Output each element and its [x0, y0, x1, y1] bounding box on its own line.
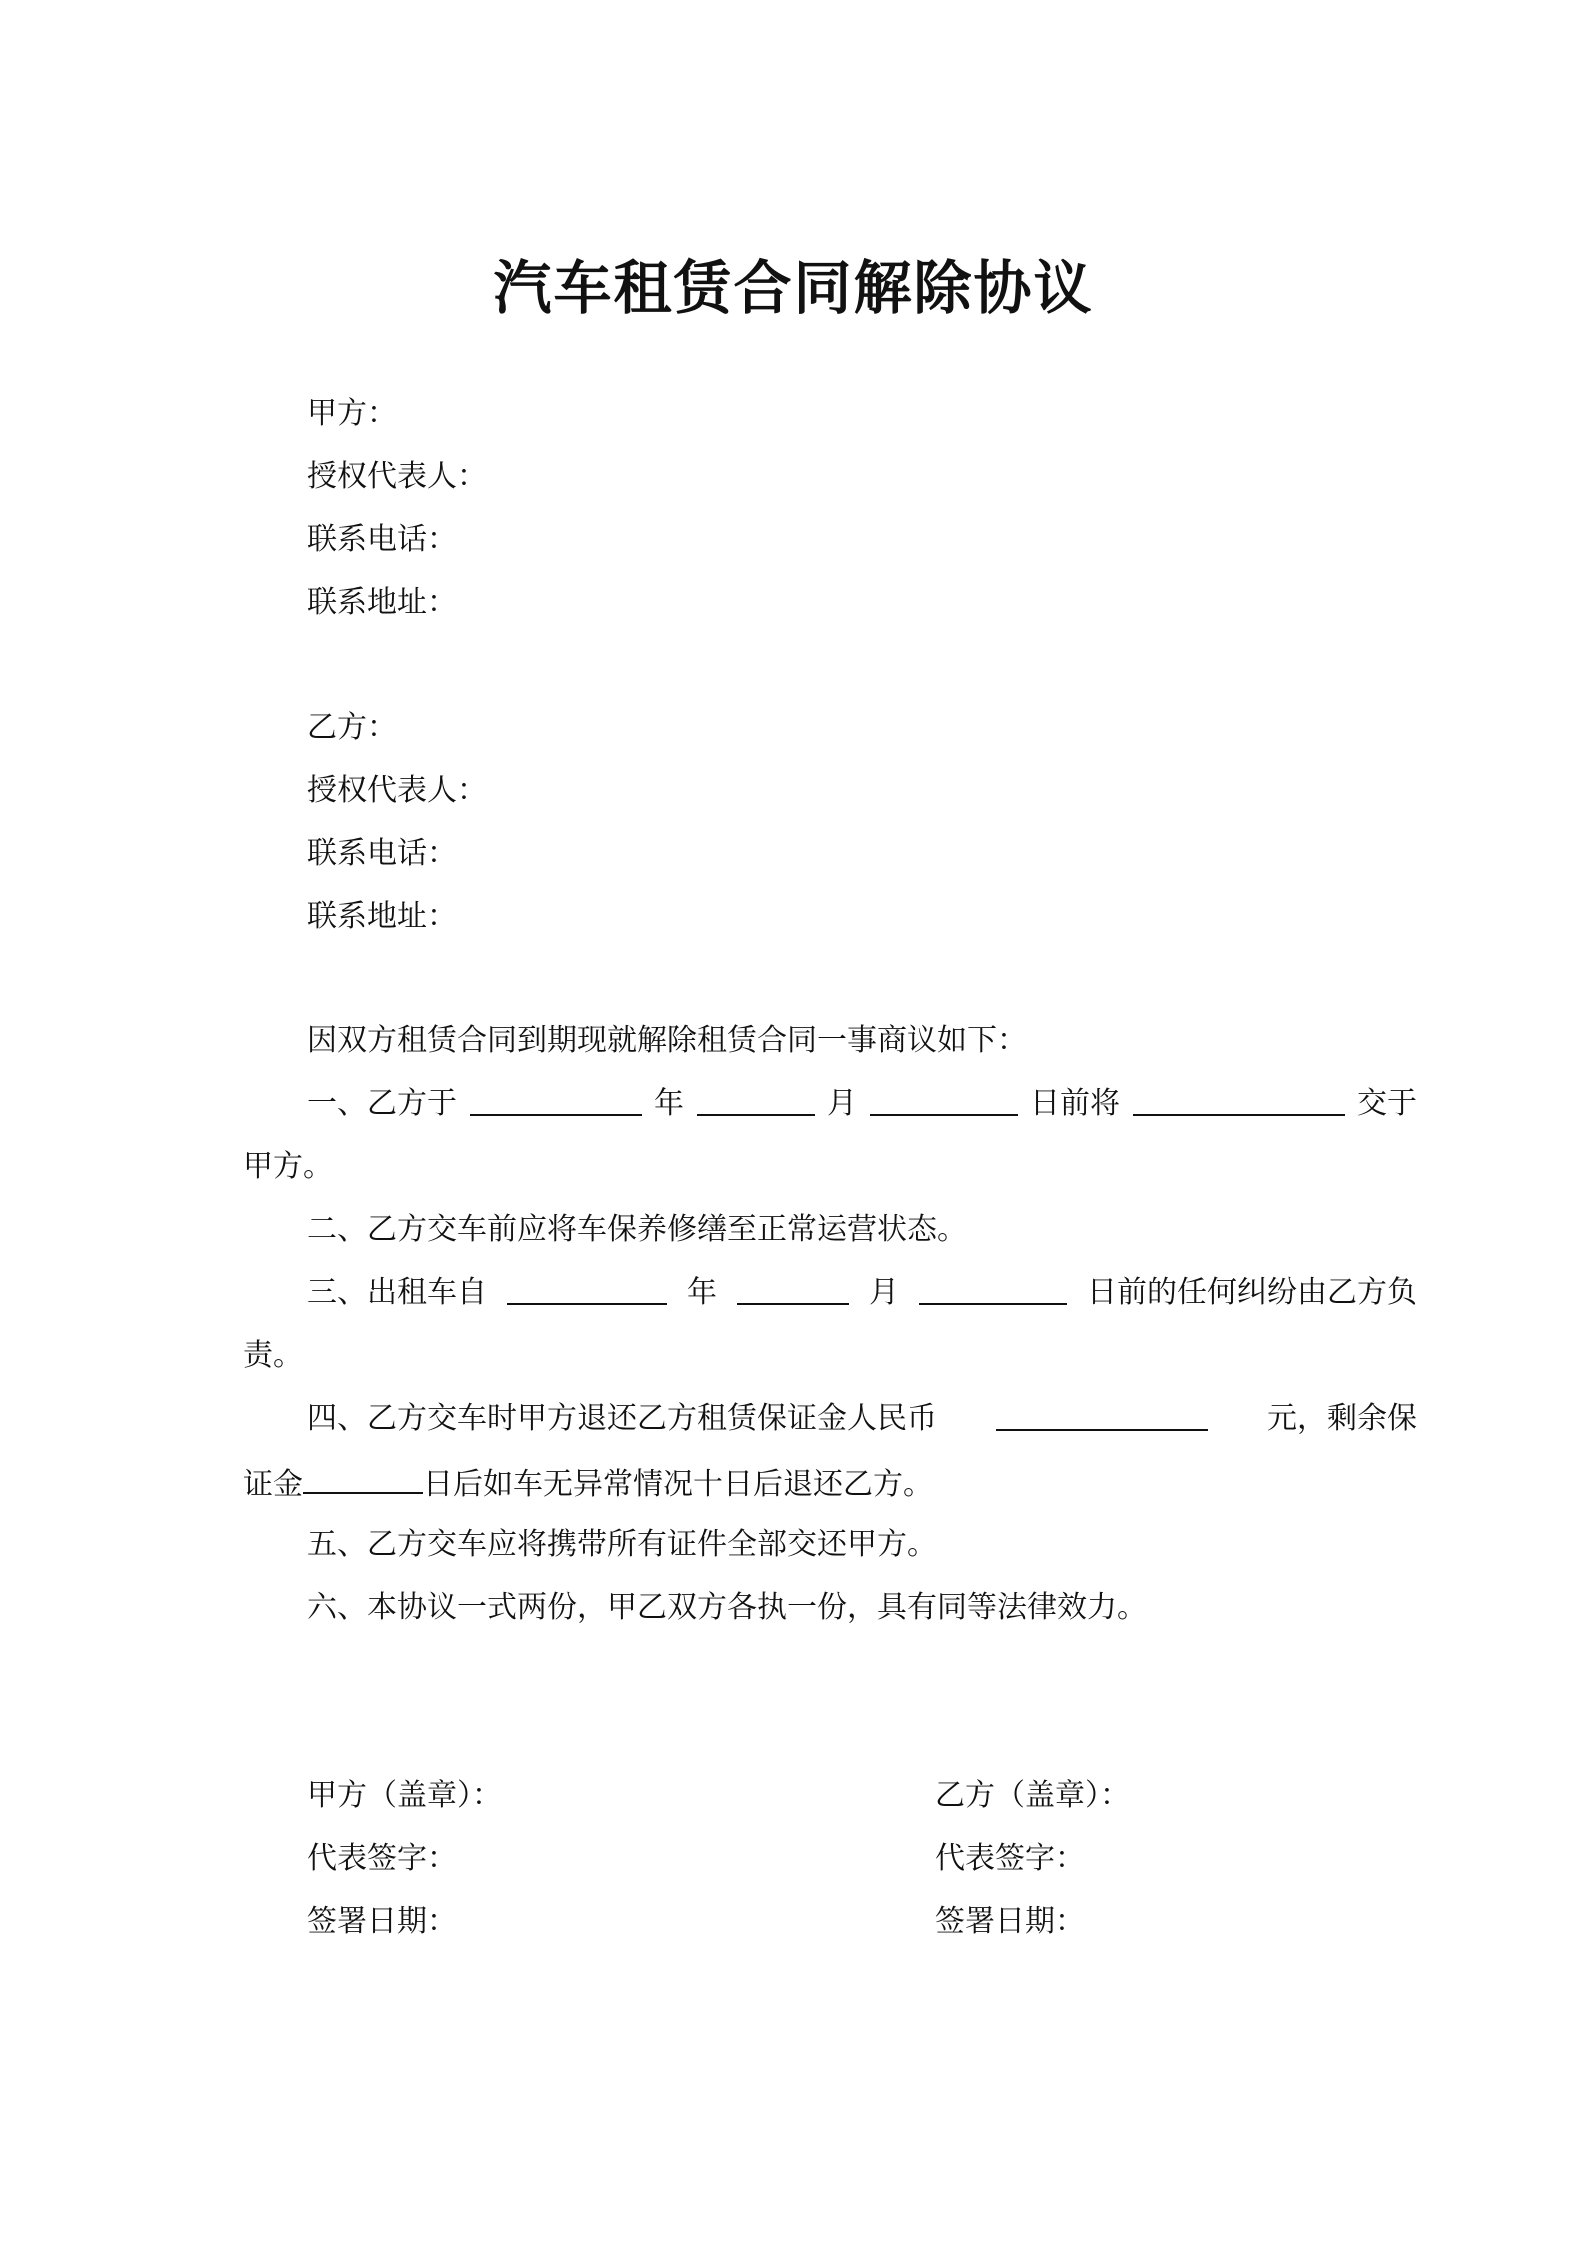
blank-month-field[interactable]	[697, 1084, 815, 1116]
intro-paragraph: 因双方租赁合同到期现就解除租赁合同一事商议如下：	[307, 1023, 1027, 1058]
party-b-sign-label: 代表签字：	[935, 1841, 1085, 1876]
party-a-date-label: 签署日期：	[307, 1904, 457, 1939]
clause-3-month: 月	[869, 1275, 899, 1310]
clause-3-line-2: 责。	[243, 1338, 303, 1373]
clause-4-line-1	[307, 1399, 1417, 1439]
party-b-seal-label: 乙方（盖章）：	[935, 1778, 1130, 1813]
clause-3-line-1	[307, 1273, 1417, 1313]
clause-1-hand-to: 交于	[1357, 1086, 1417, 1121]
clause-1-day-before: 日前将	[1030, 1086, 1120, 1121]
party-b-name-label: 乙方：	[307, 710, 397, 745]
party-a-seal-label: 甲方（盖章）：	[307, 1778, 502, 1813]
party-a-name-label: 甲方：	[307, 396, 397, 431]
party-b-address-label: 联系地址：	[307, 899, 457, 934]
document-title: 汽车租赁合同解除协议	[493, 254, 1094, 322]
blank-days-field[interactable]	[303, 1462, 423, 1494]
party-b-phone-label: 联系电话：	[307, 836, 457, 871]
clause-1-year: 年	[654, 1086, 684, 1121]
blank-month-field[interactable]	[737, 1273, 849, 1305]
clause-3-tail: 日前的任何纠纷由乙方负	[1087, 1275, 1417, 1310]
clause-1-line-1	[307, 1084, 1417, 1124]
clause-4-cont-tail: 日后如车无异常情况十日后退还乙方。	[423, 1467, 933, 1502]
clause-6: 六、本协议一式两份，甲乙双方各执一份，具有同等法律效力。	[307, 1590, 1147, 1625]
blank-amount-field[interactable]	[996, 1399, 1208, 1431]
blank-item-field[interactable]	[1133, 1084, 1345, 1116]
party-a-address-label: 联系地址：	[307, 585, 457, 620]
clause-4-tail: 元，剩余保	[1267, 1401, 1417, 1436]
clause-4-line-2	[243, 1462, 933, 1505]
clause-1-prefix: 一、乙方于	[307, 1086, 457, 1121]
party-a-rep-label: 授权代表人：	[307, 459, 487, 494]
clause-2: 二、乙方交车前应将车保养修缮至正常运营状态。	[307, 1212, 967, 1247]
blank-day-field[interactable]	[870, 1084, 1018, 1116]
party-a-phone-label: 联系电话：	[307, 522, 457, 557]
clause-3-prefix: 三、出租车自	[307, 1275, 487, 1310]
clause-4-prefix: 四、乙方交车时甲方退还乙方租赁保证金人民币	[307, 1401, 937, 1436]
clause-1-month: 月	[827, 1086, 857, 1121]
clause-5: 五、乙方交车应将携带所有证件全部交还甲方。	[307, 1527, 937, 1562]
blank-year-field[interactable]	[470, 1084, 642, 1116]
clause-4-cont-prefix: 证金	[243, 1467, 303, 1502]
clause-1-line-2: 甲方。	[243, 1149, 333, 1184]
blank-year-field[interactable]	[507, 1273, 667, 1305]
party-b-date-label: 签署日期：	[935, 1904, 1085, 1939]
party-b-rep-label: 授权代表人：	[307, 773, 487, 808]
blank-day-field[interactable]	[919, 1273, 1067, 1305]
clause-3-year: 年	[687, 1275, 717, 1310]
party-a-sign-label: 代表签字：	[307, 1841, 457, 1876]
